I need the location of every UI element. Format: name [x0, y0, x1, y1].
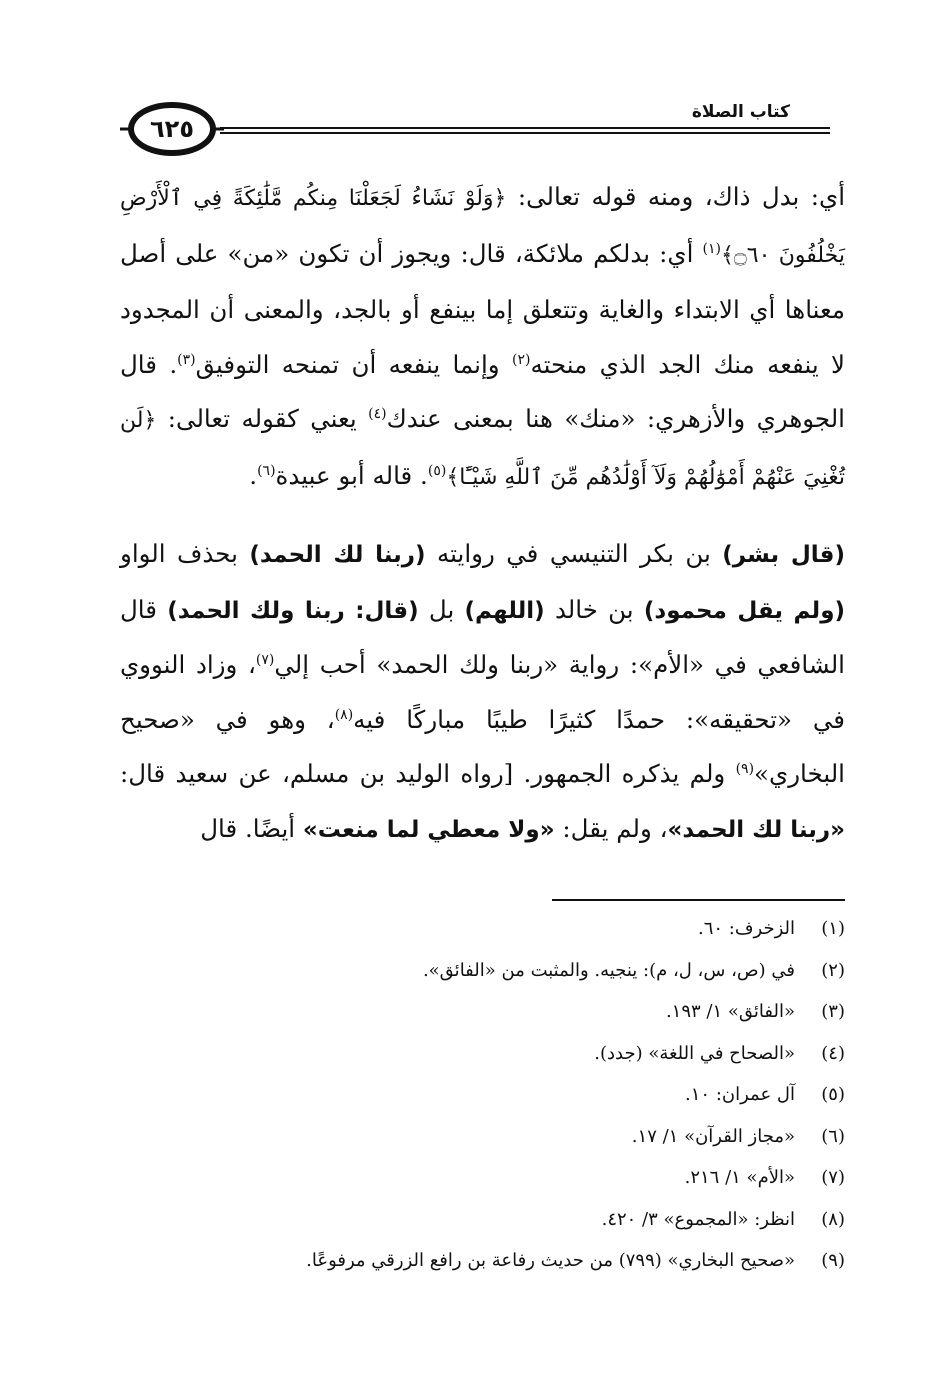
footnote-text: «صحيح البخاري» (٧٩٩) من حديث رفاعة بن رافع الزرقي مرفوعًا.: [306, 1250, 795, 1271]
footnote-ref: (٥): [427, 462, 447, 479]
footnote-text: «الفائق» ١/ ١٩٣.: [665, 1001, 795, 1022]
text-segment: ، ولم يقل:: [554, 813, 668, 843]
footnote-item: [120, 950, 845, 992]
footnote-item: [120, 908, 845, 950]
text-segment: يعني كقوله تعالى:: [156, 404, 369, 433]
footnote-item: [120, 991, 845, 1033]
page-number-badge: [120, 98, 224, 160]
footnote-item: [120, 1240, 845, 1282]
paragraph-1: [120, 170, 845, 505]
footnote-ref: (٩): [735, 760, 755, 777]
footnote-item: [120, 1033, 845, 1075]
text-segment: بل: [418, 594, 465, 624]
bold-quote: «ربنا لك الحمد»: [667, 816, 845, 843]
footnote-text: «الأم» ١/ ٢١٦.: [684, 1167, 795, 1188]
footnote-text: في (ص، س، ل، م): ينجيه. والمثبت من «الفائق».: [422, 959, 795, 981]
footnote-number: (٧): [821, 1167, 845, 1188]
page-number: ٦٢٥: [150, 115, 194, 143]
footnotes: [120, 908, 845, 1282]
text-segment: ولم يذكره الجمهور. [رواه الوليد بن مسلم، عن سعيد قال:: [120, 759, 736, 788]
header-rule: [220, 132, 830, 134]
footnote-text: «مجاز القرآن» ١/ ١٧.: [631, 1125, 795, 1147]
footnote-text: الزخرف: ٦٠.: [698, 918, 795, 939]
text-segment: ، وهو في «صحيح البخاري»: [120, 704, 845, 788]
footnote-text: انظر: «المجموع» ٣/ ٤٢٠.: [601, 1208, 795, 1230]
footnote-number: (٩): [821, 1250, 845, 1271]
footnote-ref: (٣): [177, 351, 196, 368]
main-text: [120, 170, 845, 857]
footnote-number: (٦): [821, 1125, 845, 1147]
footnote-ref: (٨): [334, 706, 354, 723]
bold-quote: (اللهم): [464, 597, 545, 624]
text-segment: أيضًا. قال: [200, 813, 303, 843]
footnote-text: آل عمران: ١٠.: [685, 1084, 795, 1105]
text-segment: بحذف الواو: [120, 539, 250, 568]
bold-quote: (قال بشر): [722, 542, 845, 568]
bold-quote: (ربنا لك الحمد): [249, 542, 426, 568]
footnote-number: (٨): [821, 1208, 845, 1230]
quran-verse: ﴿لَن تُغْنِيَ عَنْهُمْ أَمْوَٰلُهُمْ وَلَآ أَوْلَٰدُهُم مِّنَ ٱللَّهِ شَيْـًٔا﴾: [120, 408, 845, 490]
footnote-item: [120, 1157, 845, 1199]
bold-quote: «ولا معطي لما منعت»: [302, 816, 555, 843]
running-title: كتاب الصلاة: [682, 102, 800, 122]
bold-quote: (ولم يقل محمود): [643, 597, 846, 624]
text-segment: . قال الجوهري والأزهري: «منك» هنا بمعنى عندك: [120, 349, 845, 433]
footnote-item: [120, 1116, 845, 1158]
text-segment: أي: بدلكم ملائكة، قال: ويجوز أن تكون «من» على أصل معناها أي الابتداء والغاية وتتعلق إما بينفع أو بالجد، والمعنى أن المجدود لا ينفعه منك الجد الذي منحته: [120, 238, 845, 379]
text-segment: وإنما ينفعه أن تمنحه التوفيق: [195, 349, 512, 379]
footnote-number: (٢): [821, 959, 845, 981]
footnote-ref: (١): [702, 240, 721, 257]
paragraph-2: [120, 527, 845, 857]
text-segment: ، وزاد النووي في «تحقيقه»: حمدًا كثيرًا طيبًا مباركًا فيه: [120, 650, 845, 734]
header-rule: [220, 127, 830, 129]
footnote-number: (٣): [821, 1001, 845, 1022]
bold-quote: (قال: ربنا ولك الحمد): [167, 597, 419, 624]
footnote-ref: (٢): [511, 351, 531, 368]
text-segment: بن خالد: [544, 594, 644, 624]
text-segment: قال الشافعي في «الأم»: رواية «ربنا ولك الحمد» أحب إلي: [120, 594, 845, 679]
footnote-ref: (٦): [257, 462, 276, 479]
page-header: [120, 96, 830, 164]
footnote-number: (٤): [821, 1042, 845, 1064]
text-segment: .: [249, 460, 258, 490]
text-segment: أي: بدل ذاك، ومنه قوله تعالى:: [506, 182, 845, 211]
footnote-text: «الصحاح في اللغة» (جدد).: [594, 1042, 795, 1064]
footnote-item: [120, 1074, 845, 1116]
footnote-item: [120, 1199, 845, 1241]
footnote-number: (١): [821, 918, 845, 939]
footnote-divider: [552, 899, 845, 901]
footnote-ref: (٤): [368, 405, 387, 422]
footnote-number: (٥): [821, 1084, 845, 1105]
text-segment: . قاله أبو عبيدة: [275, 460, 428, 490]
text-segment: بن بكر التنيسي في روايته: [425, 539, 723, 568]
footnote-ref: (٧): [255, 651, 275, 668]
quran-verse: ﴿وَلَوْ نَشَاءُ لَجَعَلْنَا مِنكُم مَّلَٰئِكَةً فِي ٱلْأَرْضِ يَخْلُفُونَ ۝٦٠﴾: [120, 186, 845, 268]
